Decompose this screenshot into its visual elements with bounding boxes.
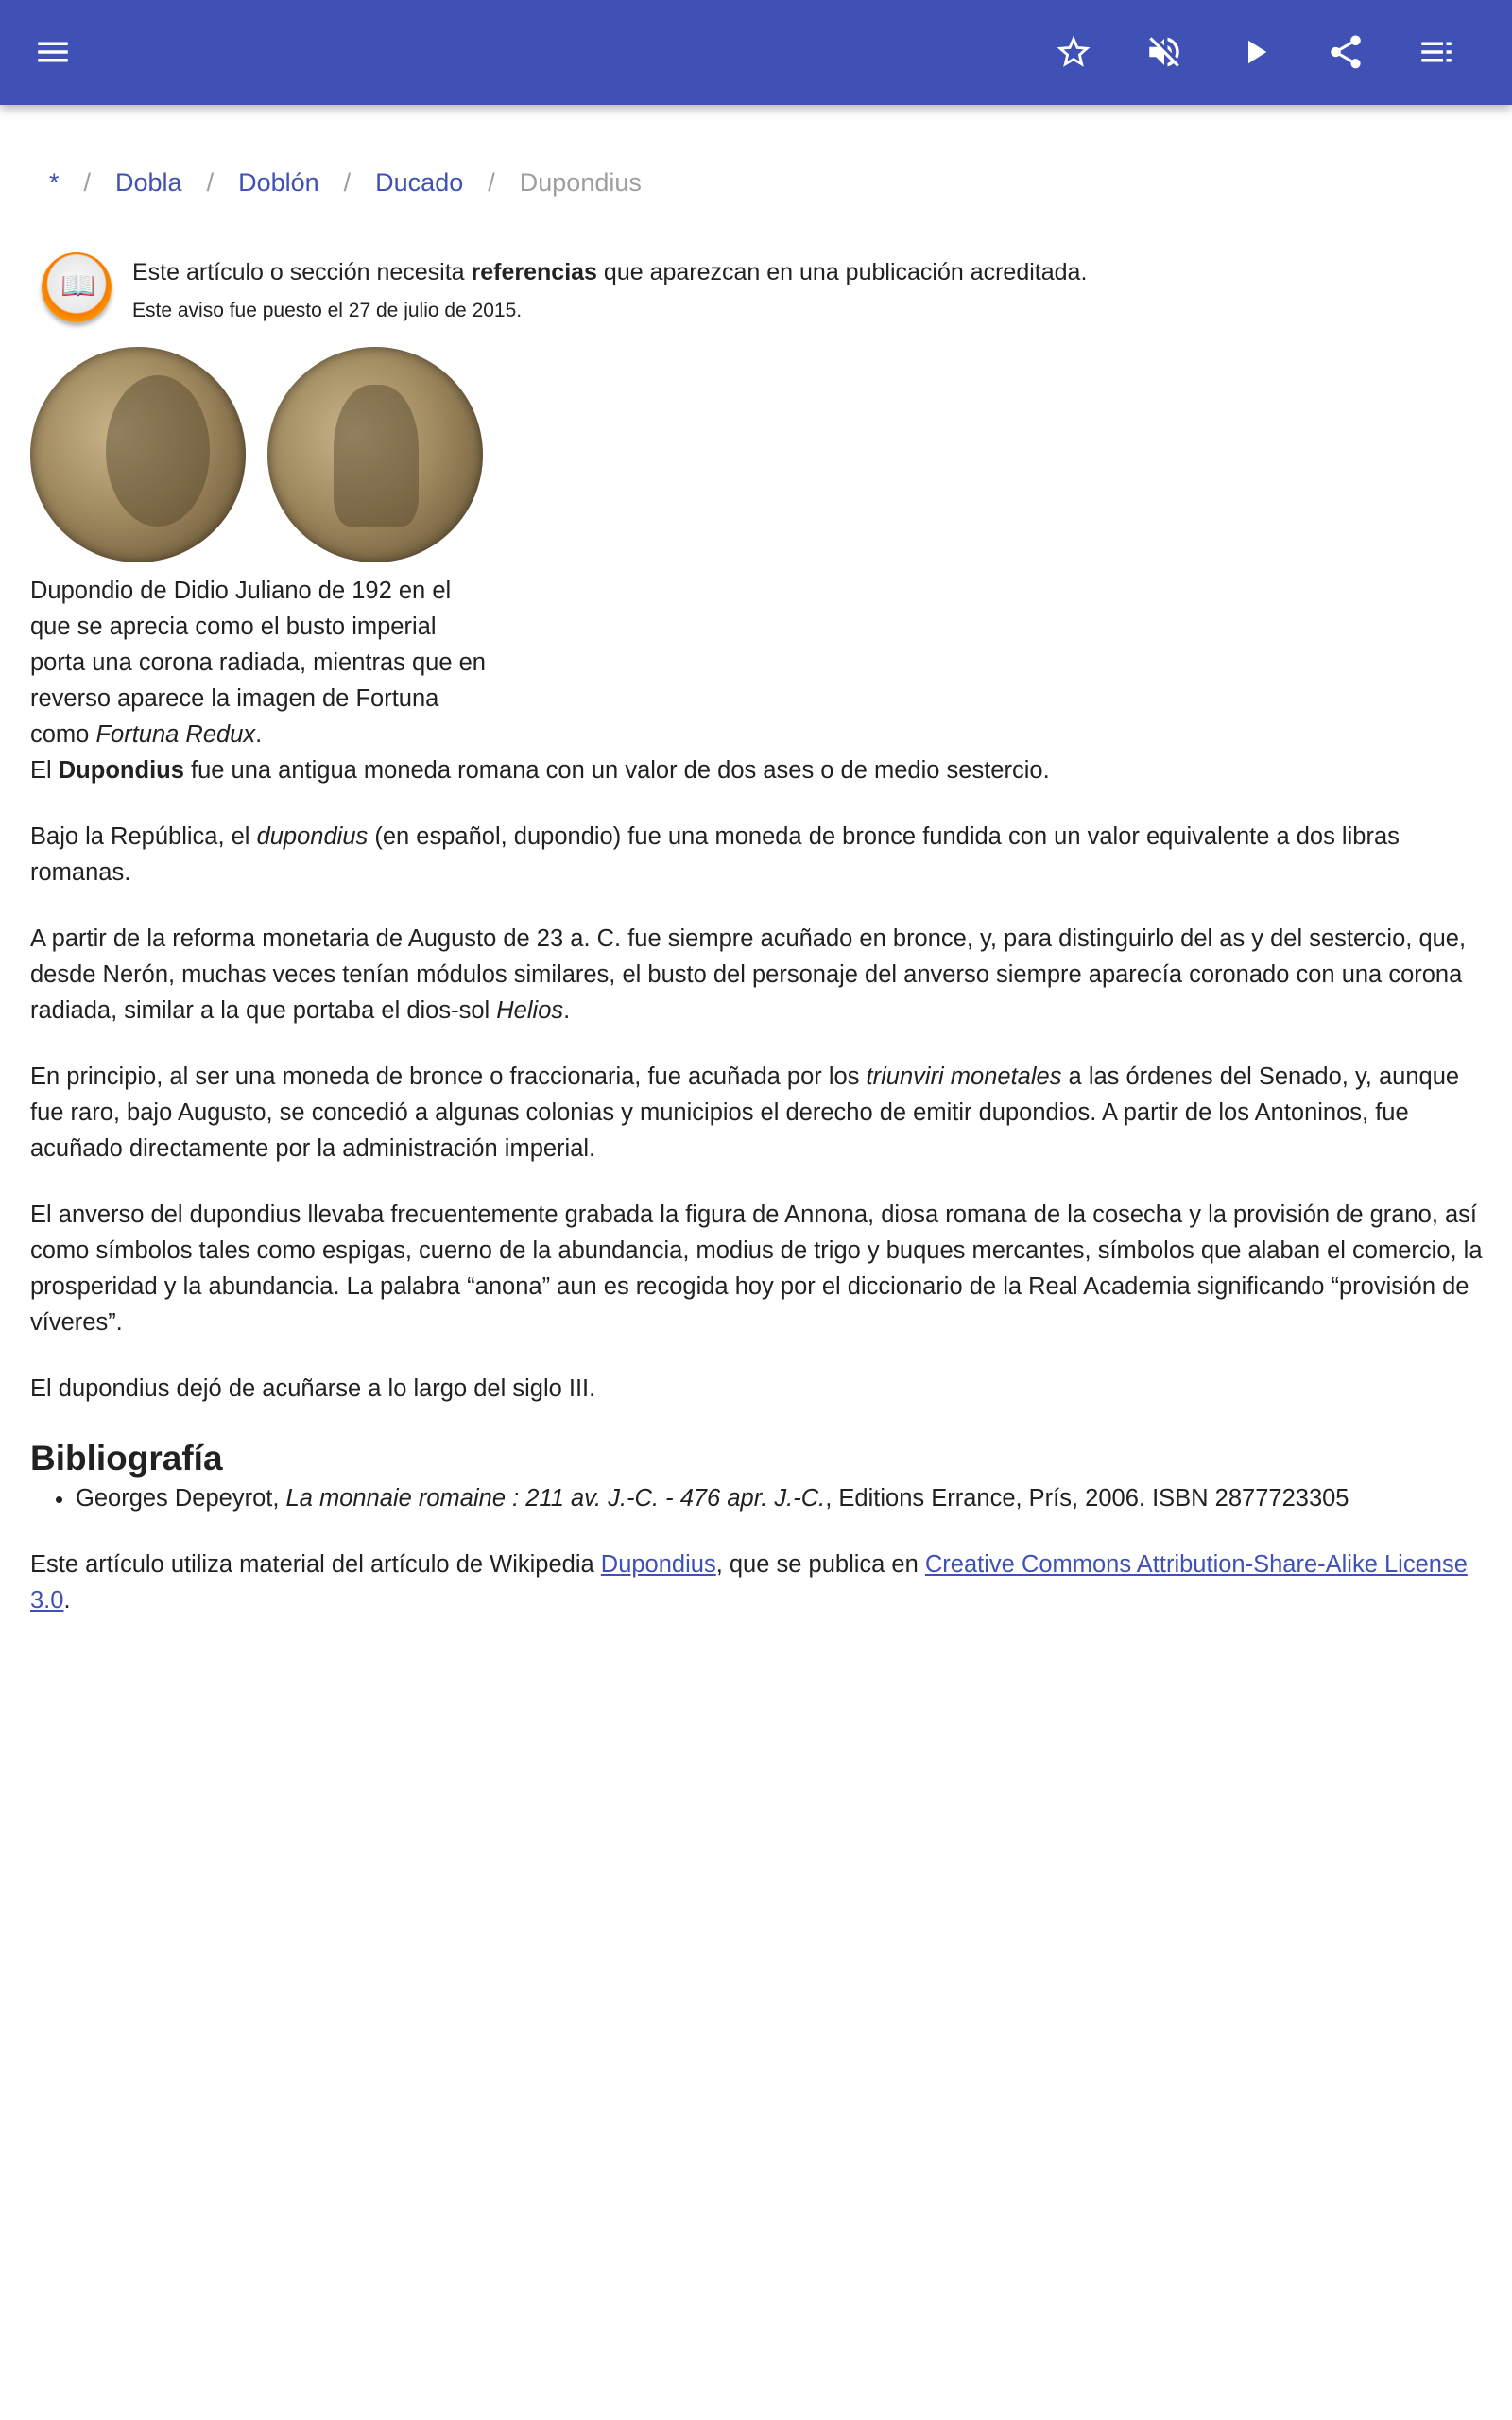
coin-obverse-image[interactable] (30, 347, 246, 562)
text: Bajo la República, el (30, 823, 257, 850)
text: Georges Depeyrot, (76, 1485, 286, 1512)
star-outline-icon[interactable] (1047, 26, 1100, 78)
notice-text (132, 259, 1087, 286)
italic-text: dupondius (256, 823, 369, 850)
app-bar (0, 0, 1512, 105)
text: . (563, 997, 571, 1024)
menu-icon[interactable] (26, 26, 79, 78)
bibliography-heading: Bibliografía (30, 1439, 223, 1478)
coin-reverse-image[interactable] (267, 347, 483, 562)
notice-date: Este aviso fue puesto el 27 de julio de 2015. (132, 300, 523, 321)
text: . (63, 1587, 71, 1614)
text: , Editions Errance, Prís, 2006. ISBN 2877723305 (825, 1485, 1349, 1512)
text: Este artículo utiliza material del artículo de Wikipedia (30, 1551, 601, 1578)
notice-text-bold: referencias (471, 259, 597, 285)
playlist-icon[interactable] (1410, 26, 1463, 78)
text: , que se publica en (715, 1551, 925, 1578)
breadcrumb-separator: / (343, 168, 352, 197)
paragraph (30, 1059, 1486, 1167)
play-icon[interactable] (1228, 26, 1281, 78)
breadcrumb-home[interactable]: * (49, 168, 60, 197)
breadcrumb (49, 168, 642, 198)
breadcrumb-separator: / (83, 168, 92, 197)
text: A partir de la reforma monetaria de Augusto de 23 a. C. fue siempre acuñado en bronce, y, para distinguirlo del as y del sestercio, que, desde Nerón, muchas veces tenían módulos similares, el busto del personaje del anverso siempre aparecía coronado con una corona radiada, similar a la que portaba el dios-sol (30, 925, 1467, 1024)
volume-off-icon[interactable] (1138, 26, 1191, 78)
text: a las órdenes del Senado, y, aunque fue raro, bajo Augusto, se concedió a algunas colonias y municipios el derecho de emitir dupondios. A partir de los Antoninos, fue acuñado directamente por la administración imperial. (30, 1063, 1460, 1162)
text: (en español, dupondio) fue una moneda de bronce fundida con un valor equivalente a dos libras romanas. (30, 823, 1400, 886)
paragraph: El anverso del dupondius llevaba frecuentemente grabada la figura de Annona, diosa romana de la cosecha y la provisión de grano, así como símbolos tales como espigas, cuerno de la abundancia, modius de trigo y buques mercantes, símbolos que alaban el comercio, la prosperidad y la abundancia. La palabra “anona” aun es recogida hoy por el diccionario de la Real Academia significando “provisión de víveres”. (30, 1201, 1483, 1336)
breadcrumb-dobla[interactable]: Dobla (115, 168, 182, 197)
text: En principio, al ser una moneda de bronce o fraccionaria, fue acuñada por los (30, 1063, 867, 1090)
bold-text: Dupondius (58, 757, 184, 784)
wikipedia-link[interactable]: Dupondius (600, 1551, 716, 1578)
paragraph (30, 752, 1486, 788)
caption-end: . (255, 721, 263, 748)
breadcrumb-current: Dupondius (519, 168, 642, 197)
breadcrumb-doblon[interactable]: Doblón (238, 168, 319, 197)
notice-text-post: que aparezcan en una publicación acreditada. (596, 259, 1088, 285)
figure-caption (30, 573, 493, 752)
article-body (30, 573, 1486, 1649)
share-icon[interactable] (1319, 26, 1372, 78)
bibliography-list (30, 1480, 1486, 1516)
breadcrumb-separator: / (488, 168, 495, 197)
breadcrumb-ducado[interactable]: Ducado (375, 168, 464, 197)
caption-italic: Fortuna Redux (95, 721, 256, 748)
text: fue una antigua moneda romana con un valor de dos ases o de medio sestercio. (183, 757, 1050, 784)
paragraph (30, 921, 1486, 1028)
text: El (30, 757, 59, 784)
italic-text: triunviri monetales (866, 1063, 1062, 1090)
italic-text: La monnaie romaine : 211 av. J.-C. - 476 apr. J.-C. (285, 1485, 826, 1512)
attribution (30, 1547, 1486, 1618)
bibliography-item (76, 1480, 1486, 1516)
license-link[interactable]: Creative Commons Attribution-Share-Alike License 3.0 (30, 1551, 1468, 1614)
paragraph (30, 819, 1486, 890)
notice-text-pre: Este artículo o sección necesita (132, 259, 472, 285)
italic-text: Helios (496, 997, 564, 1024)
caption-text: Dupondio de Didio Juliano de 192 en el que se aprecia como el busto imperial porta una corona radiada, mientras que en reverso aparece la imagen de Fortuna como (30, 578, 486, 748)
paragraph: El dupondius dejó de acuñarse a lo largo del siglo III. (30, 1375, 596, 1402)
book-question-icon: 📖 (42, 252, 112, 322)
breadcrumb-separator: / (206, 168, 215, 197)
